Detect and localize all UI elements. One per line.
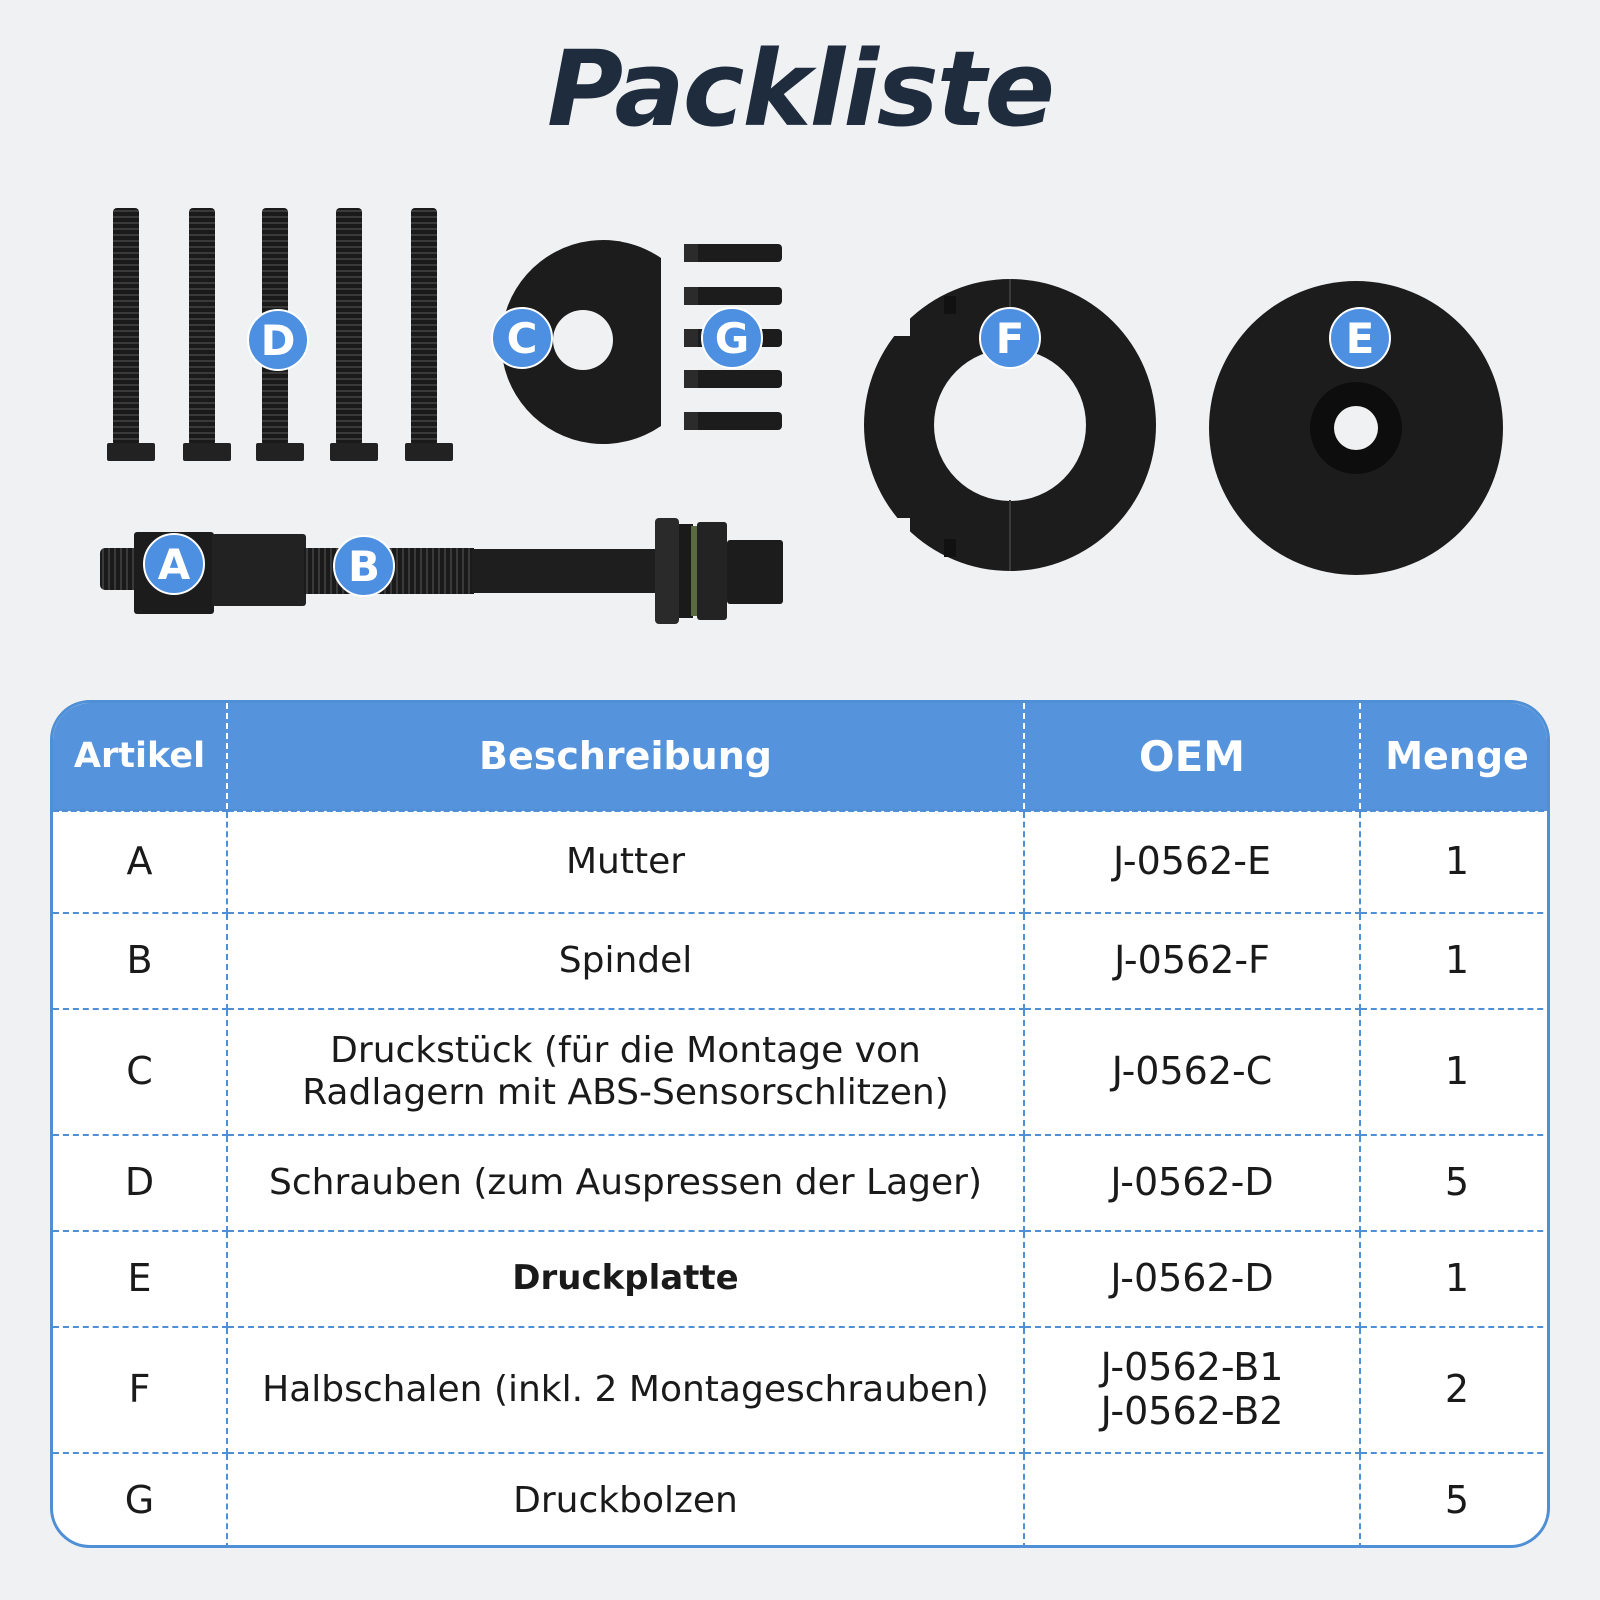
svg-text:G: G: [714, 314, 750, 363]
cell-beschreibung: Mutter: [227, 811, 1024, 913]
svg-text:C: C: [506, 314, 538, 363]
cell-menge: 2: [1360, 1327, 1550, 1453]
table-row: [53, 1231, 1550, 1327]
table-row: [53, 1135, 1550, 1231]
table-row: [53, 913, 1550, 1009]
cell-beschreibung: Schrauben (zum Auspressen der Lager): [227, 1135, 1024, 1231]
table-row: [53, 1009, 1550, 1135]
cell-menge: 5: [1360, 1135, 1550, 1231]
badge-b: [334, 536, 394, 596]
cell-oem: [1024, 1453, 1360, 1549]
cell-oem: J-0562-E: [1024, 811, 1360, 913]
header-menge: Menge: [1360, 703, 1550, 811]
badge-f: [980, 308, 1040, 368]
cell-menge: 1: [1360, 1231, 1550, 1327]
cell-beschreibung: Halbschalen (inkl. 2 Montageschrauben): [227, 1327, 1024, 1453]
page-title: Packliste: [546, 28, 1053, 150]
svg-text:D: D: [260, 316, 296, 365]
table-header-row: [53, 703, 1550, 811]
badge-e: [1330, 308, 1390, 368]
bolt-d-1: [107, 208, 155, 461]
cell-beschreibung: Spindel: [227, 913, 1024, 1009]
table-row: [53, 1453, 1550, 1549]
cell-beschreibung: Druckbolzen: [227, 1453, 1024, 1549]
oem-line-2: J-0562-B2: [1100, 1388, 1284, 1433]
svg-text:A: A: [157, 540, 191, 589]
cell-artikel: C: [53, 1009, 227, 1135]
cell-artikel: G: [53, 1453, 227, 1549]
header-oem: OEM: [1024, 703, 1360, 811]
cell-artikel: F: [53, 1327, 227, 1453]
cell-artikel: B: [53, 913, 227, 1009]
cell-menge: 5: [1444, 1478, 1470, 1523]
table-row: [53, 1327, 1550, 1453]
svg-text:E: E: [1345, 314, 1375, 363]
badge-g: [702, 308, 762, 368]
header-artikel: Artikel: [53, 703, 227, 811]
cell-artikel: D: [53, 1135, 227, 1231]
cell-menge: 1: [1360, 811, 1550, 913]
cell-oem: [1024, 1327, 1360, 1453]
parts-illustration: [0, 0, 1600, 680]
cell-menge: 1: [1360, 1009, 1550, 1135]
badge-a: [144, 534, 204, 594]
svg-text:F: F: [995, 314, 1025, 363]
bolt-d-5: [405, 208, 453, 461]
bolt-d-4: [330, 208, 378, 461]
oem-line-1: J-0562-B1: [1100, 1344, 1284, 1389]
cell-beschreibung: Druckplatte: [227, 1231, 1024, 1327]
cell-oem: J-0562-C: [1024, 1009, 1360, 1135]
cell-oem: J-0562-D: [1024, 1231, 1360, 1327]
badge-c: [492, 308, 552, 368]
cell-oem: J-0562-F: [1024, 913, 1360, 1009]
cell-menge: 1: [1360, 913, 1550, 1009]
badge-d: [248, 310, 308, 370]
table-row: [53, 811, 1550, 913]
cell-oem: J-0562-D: [1024, 1135, 1360, 1231]
bolt-d-2: [183, 208, 231, 461]
svg-text:B: B: [347, 542, 381, 591]
packing-list-table: [50, 700, 1550, 1548]
cell-artikel: E: [53, 1231, 227, 1327]
cell-beschreibung: Druckstück (für die Montage von Radlagern mit ABS-Sensorschlitzen): [227, 1009, 1024, 1135]
cell-artikel: A: [53, 811, 227, 913]
header-beschreibung: Beschreibung: [227, 703, 1024, 811]
